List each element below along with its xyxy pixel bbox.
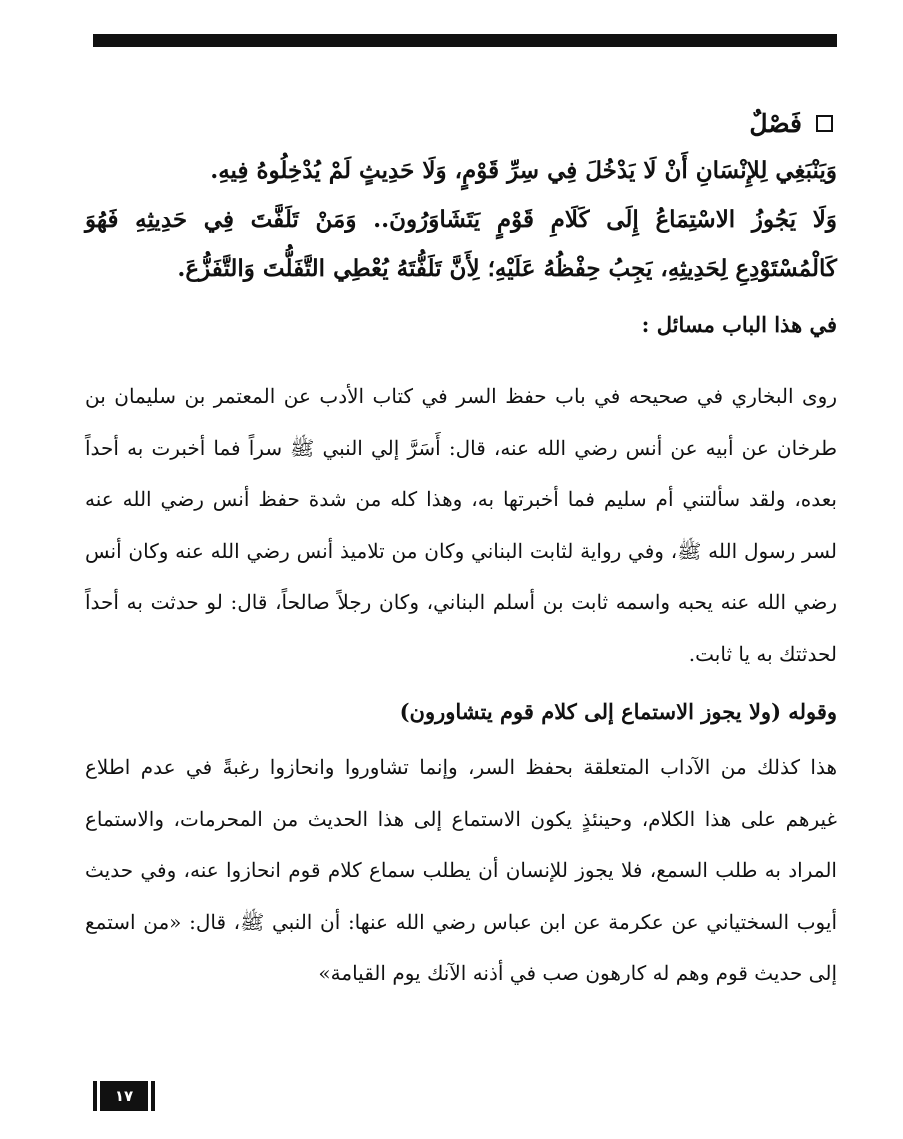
paragraph-1: روى البخاري في صحيحه في باب حفظ السر في كتاب الأدب عن المعتمر بن سليمان بن طرخان عن أبيه عن أنس رضي الله عنه، قال: أَسَرَّ إلي النبي ﷺ سراً فما أخبرت به أحداً بعده، ولقد سألتني أم سليم فما أخبرتها به، وهذا كله من شدة حفظ أنس رضي الله عنه لسر رسول الله ﷺ، وفي رواية لثابت البناني وكان من تلاميذ أنس رضي الله عنه وكان أنس رضي الله عنه يحبه واسمه ثابت بن أسلم البناني، وكان رجلاً صالحاً، قال: لو حدثت به أحداً لحدثتك به يا ثابت. [85,384,837,666]
matn-line-2: وَلَا يَجُوزُ الاسْتِمَاعُ إِلَى كَلَامِ قَوْمٍ يَتَشَاوَرُونَ.. وَمَنْ تَلَفَّتَ فِي حَدِيثِهِ فَهُوَ كَالْمُسْتَوْدِعِ لِحَدِيثِهِ، يَجِبُ حِفْظُهُ عَلَيْهِ؛ لِأَنَّ تَلَفُّتَهُ يُعْطِي التَّفَلُّتَ وَالتَّفَزُّعَ. [85,206,837,282]
section-heading [85,100,833,146]
issues-heading: في هذا الباب مسائل : [641,312,837,337]
page-number-bar-right [151,1081,155,1111]
paragraph-2: هذا كذلك من الآداب المتعلقة بحفظ السر، وإنما تشاوروا وانحازوا رغبةً في عدم اطلاع غيرهم على هذا الكلام، وحينئذٍ يكون الاستماع إلى هذا الحديث من المحرمات، والاستماع المراد به طلب السمع، فلا يجوز للإنسان أن يطلب سماع كلام قوم انحازوا عنه، وفي حديث أيوب السختياني عن عكرمة عن ابن عباس رضي الله عنها: أن النبي ﷺ، قال: «من استمع إلى حديث قوم وهم له كارهون صب في أذنه الآنك يوم القيامة» [85,755,837,985]
top-rule [93,34,837,47]
page-number: ١٧ [100,1081,148,1111]
page-number-bar-left [93,1081,97,1111]
matn-text [85,146,837,293]
matn-line-1: وَيَنْبَغِي لِلإِنْسَانِ أَنْ لَا يَدْخُلَ فِي سِرِّ قَوْمٍ، وَلَا حَدِيثٍ لَمْ يُدْخِلُوهُ فِيهِ. [210,157,837,184]
page-content [85,100,837,1000]
square-icon [816,115,833,132]
quote-heading: وقوله (ولا يجوز الاستماع إلى كلام قوم يتشاورون) [399,699,837,724]
page-number-badge [93,1081,155,1111]
section-title: فَصْلٌ [749,108,802,138]
